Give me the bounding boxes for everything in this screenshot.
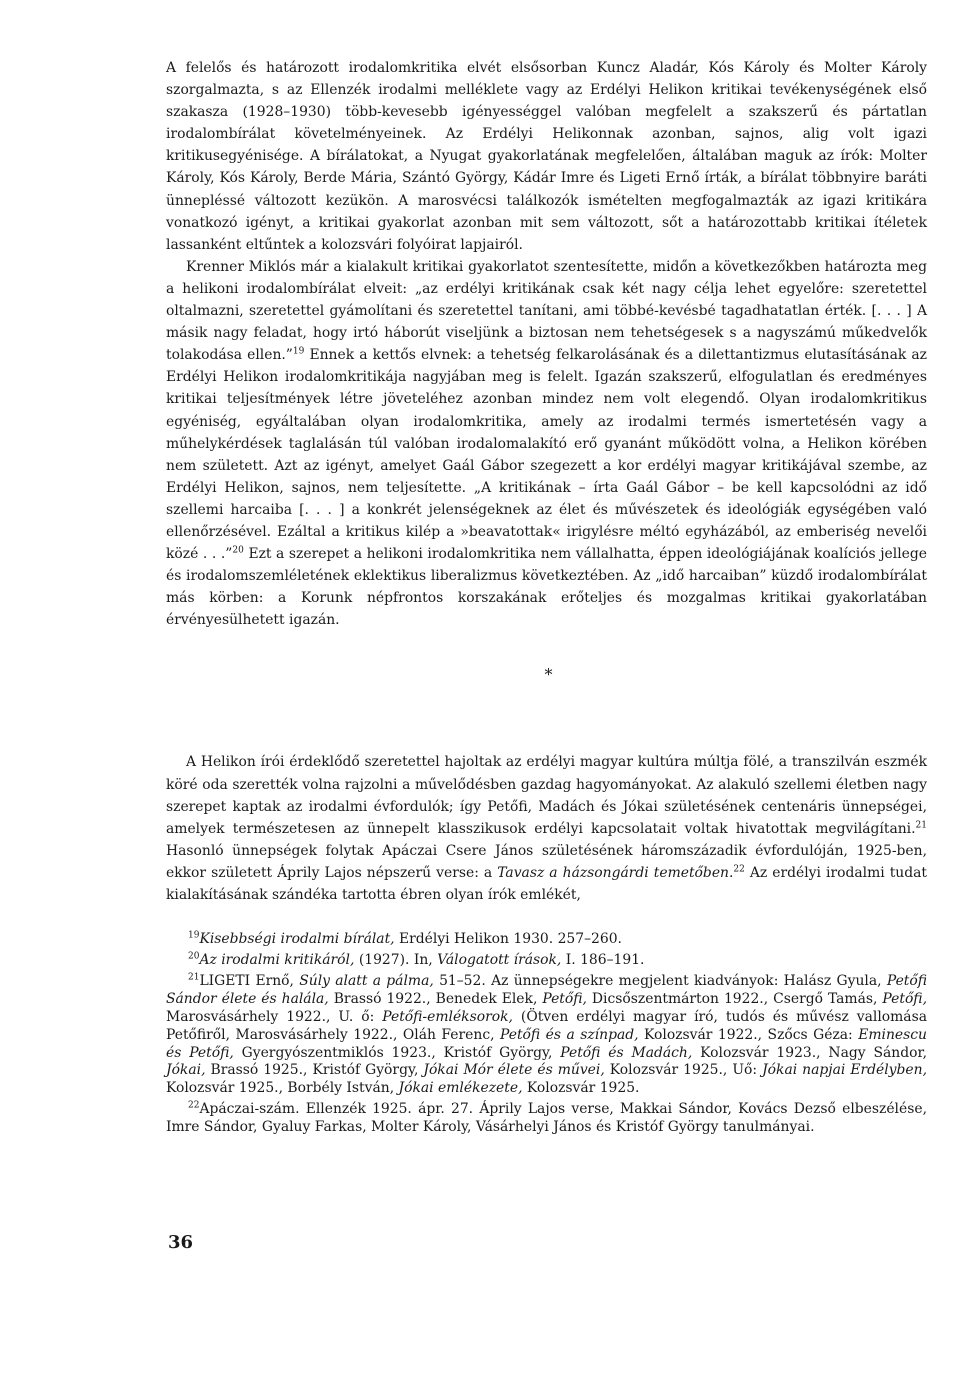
footnote-text: Petőfi, — [542, 990, 587, 1007]
footnote-text: Petőfi Sándor élete és halála, — [166, 972, 927, 1007]
paragraph-2 — [166, 256, 927, 632]
footnote-text: Súly alatt a pálma, — [299, 972, 434, 989]
paragraph-3-part-a: A Helikon írói érdeklődő szeretettel hajoltak az erdélyi magyar kultúra múltja fölé, a transzilván eszmék köré oda szerették volna rajzolni a művelődésben gazdag hagyományokat. Az alakuló szellemi életben nagy szerepet kaptak az irodalmi évfordulók; így Petőfi, Madách és Jókai születésének centenáris ünnepségei, amelyek természetesen az ünnepelt klasszikusok erdélyi kapcsolatait voltak hivatottak megvilágítani. — [166, 754, 927, 837]
page-number: 36 — [168, 1232, 194, 1253]
footnote-ref-22: 22 — [733, 864, 745, 875]
footnote-text: Jókai napjai Erdélyben, — [762, 1062, 927, 1079]
footnote-text: Eminescu és Petőfi, — [166, 1026, 927, 1061]
footnote-21 — [166, 973, 927, 1098]
footnote-text: Petőfi, — [882, 990, 927, 1007]
footnote-text: Petőfi-emléksorok, — [382, 1008, 513, 1025]
footnote-number: 21 — [188, 972, 200, 983]
footnote-number: 22 — [188, 1100, 200, 1111]
main-text — [166, 57, 927, 906]
footnote-19 — [166, 931, 927, 949]
paragraph-3-part-c: Az erdélyi irodalmi tudat kialakításának szándéka tartotta ébren olyan írók emlékét, — [166, 864, 927, 903]
footnote-number: 20 — [188, 951, 200, 962]
footnote-number: 19 — [188, 930, 200, 941]
footnote-text: Jókai Mór élete és művei, — [423, 1062, 605, 1079]
footnote-text: Petőfi és Madách, — [560, 1044, 693, 1061]
footnote-ref-20: 20 — [232, 545, 244, 556]
footnote-text: Jókai, — [166, 1062, 206, 1079]
footnote-ref-21: 21 — [915, 820, 927, 831]
footnote-text: Kolozsvár 1923., Nagy Sándor, — [692, 1044, 927, 1061]
footnote-text: Kolozsvár 1925., Uő: — [604, 1062, 763, 1079]
paragraph-1: A felelős és határozott irodalomkritika elvét elsősorban Kuncz Aladár, Kós Károly és Molter Károly szorgalmazta, s az Ellenzék irodalmi melléklete vagy az Erdélyi Helikon kritikai tevékenységének első szakasza (1928–1930) több-kevesebb igényességgel valóban megfelelt a szakszerű és pártatlan irodalombírálat követelményeinek. Az Erdélyi Helikonnak azonban, sajnos, alig volt igazi kritikusegyénisége. A bírálatokat, a Nyugat gyakorlatának megfelelően, általában maguk az írók: Molter Károly, Kós Károly, Berde Mária, Szántó György, Kádár Imre és Ligeti Ernő írták, a bírálat többnyire baráti ünnepléssé változott kezükön. A marosvécsi találkozók ismételten megfogalmazták az igazi kritikára vonatkozó igényt, a kritikai gyakorlat azonban mit sem változott, sőt a határozottabb kritikai ítéletek lassanként eltűntek a kolozsvári folyóirat lapjairól. — [166, 60, 927, 253]
paragraph-2-part-b: Ennek a kettős elvnek: a tehetség felkarolásának és a dilettantizmus elutasításának az Erdélyi Helikon irodalomkritikája nagyjában meg is felelt. Igazán szakszerű, elfogulatlan és eredményes kritikai teljesítmények létre jöveteléhez azonban mindez nem volt elegendő. Olyan irodalomkritikus egyéniség, egyáltalában olyan irodalomkritika, amely az irodalmi termés ismertetésén vagy a műhelykérdések taglalásán túl valóban irodalomalakító erő gyanánt működött volna, a Helikon körében nem született. Azt az igényt, amelyet Gaál Gábor szegezett a kor erdélyi magyar kritikájával szembe, az Erdélyi Helikon, sajnos, nem teljesítette. „A kritikának – írta Gaál Gábor – be kell kapcsolódni az idő szellemi harcaiba [. . . ] a konkrét jelenségeknek az élet és művészetek és ideológiák egységében való ellenőrzésével. Ezáltal a kritikus kilép a »beavatottak« irigylésre méltó egyházából, az emberiség nevelői közé . . .” — [166, 347, 927, 563]
separator-asterisk: * — [544, 665, 553, 685]
footnote-text: LIGETI Ernő, — [199, 972, 300, 989]
footnote-text: Gyergyószentmiklós 1923., Kristóf György, — [233, 1044, 561, 1061]
paragraph-3 — [166, 751, 927, 906]
paragraph-2-part-a: Krenner Miklós már a kialakult kritikai gyakorlatot szentesítette, midőn a következőkben határozta meg a helikoni irodalombírálat elveit: „az erdélyi kritikának csak két nagy célja lehet egyelőre: szeretettel oltalmazni, szeretettel gyámolítani és szeretettel tanítani, ami többé-kevésbé tagadhatatlan érték. [. . . ] A másik nagy feladat, hogy irtó háborút viseljünk a biztosan nem tehetségesek s a nagyszámú műkedvelők tolakodása ellen.” — [166, 258, 927, 364]
footnote-text: Kisebbségi irodalmi bírálat, — [199, 931, 395, 948]
footnote-text: Brassó 1925., Kristóf György, — [205, 1062, 424, 1079]
paragraph-3-part-b: Hasonló ünnepségek folytak Apáczai Csere János születésének háromszázadik évfordulóján, 1925-ben, ekkor született Áprily Lajos népszerű verse: a — [166, 842, 927, 881]
footnote-text: Jókai emlékezete, — [398, 1080, 523, 1097]
footnote-text: Marosvásárhely 1922., U. ő: — [166, 1008, 383, 1025]
footnote-text: Kolozsvár 1925. — [522, 1080, 640, 1097]
poem-title: Tavasz a házsongárdi temetőben. — [497, 864, 734, 881]
footnote-text: Petőfi és a színpad, — [500, 1026, 639, 1043]
section-separator — [166, 663, 927, 687]
footnote-text: Erdélyi Helikon 1930. 257–260. — [394, 931, 622, 948]
footnote-text: I. 186–191. — [561, 952, 645, 968]
footnotes — [166, 931, 927, 1137]
footnote-text: (Ötven erdélyi magyar író, tudós és művész vallomása Petőfiről, Marosvásárhely 1922., Oláh Ferenc, — [166, 1008, 927, 1043]
footnote-text: Apáczai-szám. Ellenzék 1925. ápr. 27. Áprily Lajos verse, Makkai Sándor, Kovács Dezső elbeszélése, Imre Sándor, Gyaluy Farkas, Molter Károly, Vásárhelyi János és Kristóf György tanulmányai. — [166, 1101, 927, 1136]
footnote-20 — [166, 952, 927, 970]
footnote-text: Kolozsvár 1925., Borbély István, — [166, 1080, 399, 1097]
paragraph-2-part-c: Ezt a szerepet a helikoni irodalomkritika nem vállalhatta, éppen ideológiájának koalíciós jellege és irodalomszemléletének eklektikus liberalizmus következtében. Az „idő harcaiban” küzdő irodalombírálat más körben: a Korunk népfrontos korszakának erőteljes és mozgalmas kritikai gyakorlatában érvényesülhetett igazán. — [166, 546, 927, 629]
footnote-ref-19: 19 — [292, 346, 305, 357]
footnote-text: Kolozsvár 1922., Szőcs Géza: — [638, 1026, 859, 1043]
footnote-text: Dicsőszentmárton 1922., Csergő Tamás, — [586, 990, 883, 1007]
footnote-text: (1927). In, — [354, 952, 438, 968]
footnote-22 — [166, 1101, 927, 1137]
footnote-text: Brassó 1922., Benedek Elek, — [328, 990, 543, 1007]
footnote-text: Válogatott írások, — [437, 952, 562, 968]
footnote-text: Az irodalmi kritikáról, — [199, 952, 355, 968]
footnote-text: 51–52. Az ünnepségekre megjelent kiadványok: Halász Gyula, — [433, 972, 887, 989]
